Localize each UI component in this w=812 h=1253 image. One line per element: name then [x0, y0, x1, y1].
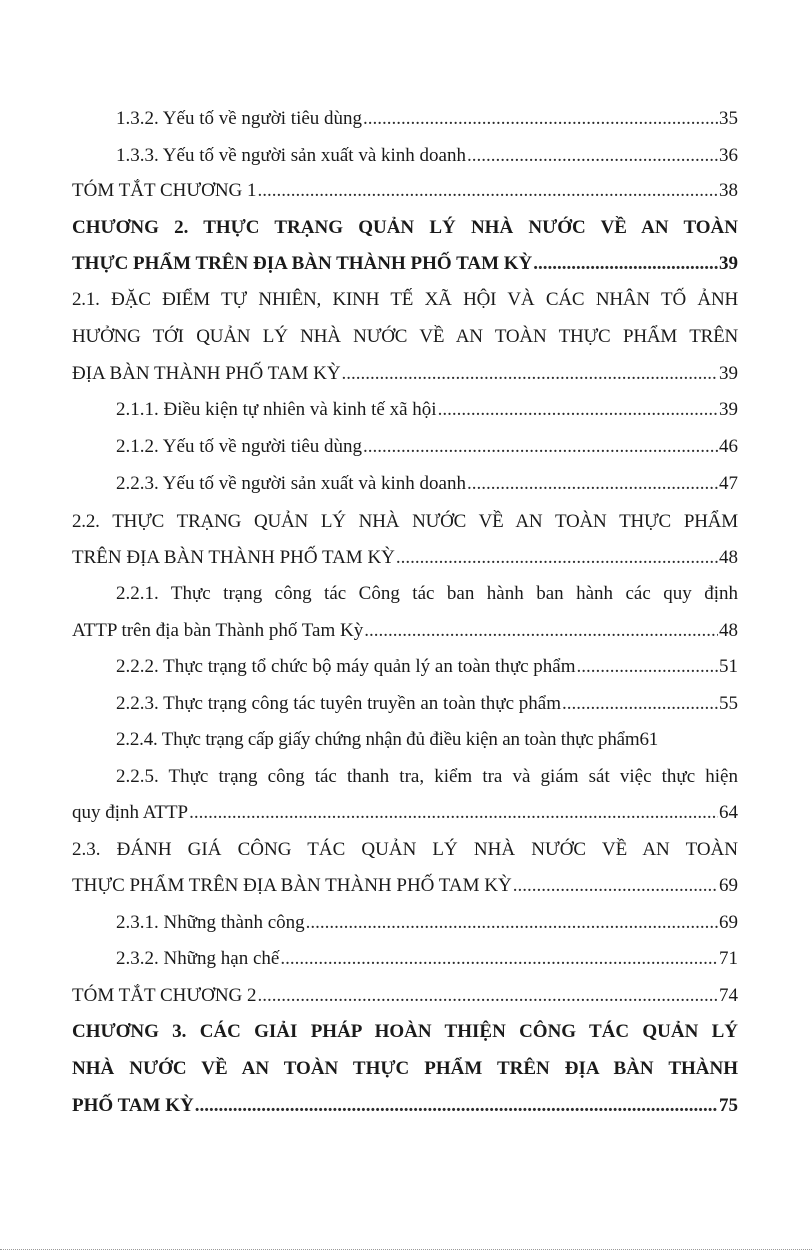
toc-entry-title: ATTP trên địa bàn Thành phố Tam Kỳ [72, 620, 364, 641]
toc-entry-title: PHỐ TAM KỲ [72, 1095, 194, 1116]
toc-subsection-heading: 2.2.5. Thực trạng công tác thanh tra, kiểm tra và giám sát việc thực hiện [116, 766, 738, 787]
toc-entry-title: 1.3.2. Yếu tố về người tiêu dùng [116, 108, 363, 129]
toc-section-heading: 2.2. THỰC TRẠNG QUẢN LÝ NHÀ NƯỚC VỀ AN TOÀN THỰC PHẨM [72, 511, 738, 532]
dot-leader [533, 245, 718, 282]
toc-page-number: 48 [719, 547, 738, 568]
toc-entry-title: 2.2.2. Thực trạng tổ chức bộ máy quản lý an toàn thực phẩm [116, 656, 576, 677]
toc-entry-title: TRÊN ĐỊA BÀN THÀNH PHỐ TAM KỲ [72, 547, 395, 568]
toc-entry [72, 355, 738, 392]
toc-page-number: 48 [719, 620, 738, 641]
toc-page-number: 39 [719, 399, 738, 420]
toc-entry [72, 245, 738, 282]
dot-leader [195, 1087, 718, 1124]
dot-leader [577, 648, 718, 685]
dot-leader [467, 137, 718, 174]
toc-entry [72, 172, 738, 209]
dot-leader [467, 465, 718, 502]
toc-entry-title: THỰC PHẨM TRÊN ĐỊA BÀN THÀNH PHỐ TAM KỲ [72, 875, 512, 896]
toc-entry-title: ĐỊA BÀN THÀNH PHỐ TAM KỲ [72, 363, 341, 384]
toc-entry-title: quy định ATTP [72, 802, 189, 823]
toc-chapter-heading: CHƯƠNG 2. THỰC TRẠNG QUẢN LÝ NHÀ NƯỚC VỀ AN TOÀN [72, 217, 738, 238]
toc-entry [72, 867, 738, 904]
toc-page-number: 47 [719, 473, 738, 494]
toc-page-number: 36 [719, 145, 738, 166]
toc-entry-title: 2.3.2. Những hạn chế [116, 948, 280, 969]
toc-chapter-heading: CHƯƠNG 3. CÁC GIẢI PHÁP HOÀN THIỆN CÔNG TÁC QUẢN LÝ [72, 1021, 738, 1042]
dot-leader [189, 794, 718, 831]
toc-page-number: 74 [719, 985, 738, 1006]
toc-entry-title: 2.3.1. Những thành công [116, 912, 305, 933]
toc-entry-title: 2.1.2. Yếu tố về người tiêu dùng [116, 436, 363, 457]
toc-subsection-heading: 2.2.1. Thực trạng công tác Công tác ban hành ban hành các quy định [116, 583, 738, 604]
toc-entry [116, 940, 738, 977]
dot-leader [364, 612, 718, 649]
dot-leader [258, 977, 718, 1014]
toc-entry [72, 1087, 738, 1124]
toc-entry-title: THỰC PHẨM TRÊN ĐỊA BÀN THÀNH PHỐ TAM KỲ [72, 253, 533, 274]
toc-entry [116, 904, 738, 941]
toc-entry [72, 794, 738, 831]
dot-leader [438, 391, 718, 428]
toc-entry [116, 137, 738, 174]
dot-leader [363, 428, 718, 465]
toc-page-number: 71 [719, 948, 738, 969]
dot-leader [306, 904, 718, 941]
toc-entry [116, 465, 738, 502]
toc-entry [72, 539, 738, 576]
dot-leader [513, 867, 718, 904]
toc-entry-title: 2.2.3. Thực trạng công tác tuyên truyền an toàn thực phẩm [116, 693, 561, 714]
toc-page-number: 69 [719, 912, 738, 933]
toc-entry-title: 1.3.3. Yếu tố về người sản xuất và kinh doanh [116, 145, 466, 166]
toc-page-number: 64 [719, 802, 738, 823]
toc-entry [72, 612, 738, 649]
toc-entry [116, 685, 738, 722]
toc-chapter-heading: NHÀ NƯỚC VỀ AN TOÀN THỰC PHẨM TRÊN ĐỊA BÀN THÀNH [72, 1058, 738, 1079]
dot-leader [258, 172, 718, 209]
toc-entry [72, 977, 738, 1014]
toc-page-number: 39 [719, 253, 738, 274]
dot-leader [562, 685, 718, 722]
toc-page-number: 38 [719, 180, 738, 201]
page-bottom-edge [0, 1249, 812, 1250]
toc-entry [116, 100, 738, 137]
toc-section-heading: 2.1. ĐẶC ĐIỂM TỰ NHIÊN, KINH TẾ XÃ HỘI VÀ CÁC NHÂN TỐ ẢNH [72, 289, 738, 310]
toc-page-number: 46 [719, 436, 738, 457]
toc-entry-title: 2.1.1. Điều kiện tự nhiên và kinh tế xã hội [116, 399, 437, 420]
dot-leader [280, 940, 718, 977]
toc-entry-title: TÓM TẮT CHƯƠNG 2 [72, 985, 257, 1006]
toc-section-heading: HƯỞNG TỚI QUẢN LÝ NHÀ NƯỚC VỀ AN TOÀN THỰC PHẨM TRÊN [72, 326, 738, 347]
toc-entry-title: 2.2.3. Yếu tố về người sản xuất và kinh doanh [116, 473, 466, 494]
toc-section-heading: 2.3. ĐÁNH GIÁ CÔNG TÁC QUẢN LÝ NHÀ NƯỚC VỀ AN TOÀN [72, 839, 738, 860]
toc-page-number: 51 [719, 656, 738, 677]
dot-leader [396, 539, 718, 576]
toc-entry: 2.2.4. Thực trạng cấp giấy chứng nhận đủ điều kiện an toàn thực phẩm61 [116, 729, 659, 750]
toc-page-number: 39 [719, 363, 738, 384]
toc-entry [116, 648, 738, 685]
toc-page-number: 35 [719, 108, 738, 129]
dot-leader [363, 100, 718, 137]
toc-entry [116, 428, 738, 465]
dot-leader [342, 355, 718, 392]
toc-page-number: 69 [719, 875, 738, 896]
toc-entry [116, 391, 738, 428]
toc-page-number: 55 [719, 693, 738, 714]
toc-entry-title: TÓM TẮT CHƯƠNG 1 [72, 180, 257, 201]
toc-page-number: 75 [719, 1095, 738, 1116]
